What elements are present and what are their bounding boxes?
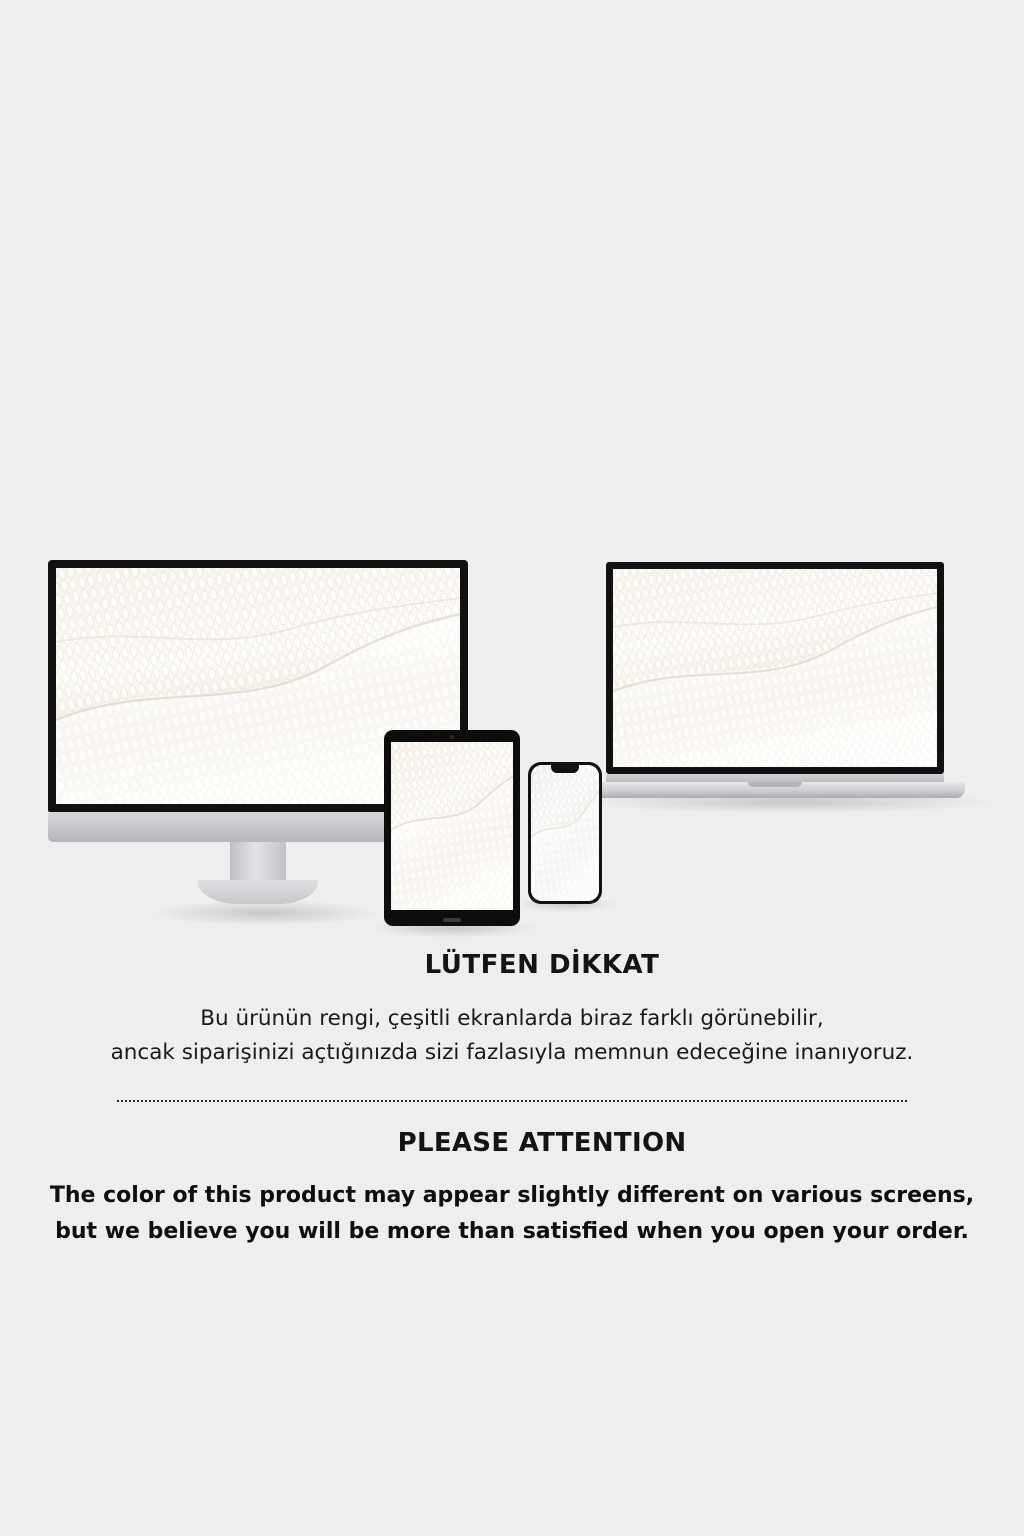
device-mockup-group — [0, 0, 1024, 400]
laptop-screen-fabric-image — [613, 569, 937, 767]
laptop-trackpad-notch — [748, 782, 802, 787]
notice-body-tr-line2: ancak siparişinizi açtığınızda sizi fazlasıyla memnun edeceğine inanıyoruz. — [110, 1040, 914, 1065]
section-divider — [117, 1100, 907, 1102]
notice-heading-en: PLEASE ATTENTION — [397, 1128, 687, 1158]
phone-screen-fabric-image — [531, 765, 599, 901]
tablet-camera-icon — [450, 735, 454, 739]
notice-block — [0, 950, 1024, 1250]
tablet-screen-fabric-image — [391, 742, 513, 910]
tablet — [384, 730, 520, 926]
monitor-stand-foot — [198, 880, 318, 904]
notice-body-en-line2: but we believe you will be more than satisfied when you open your order. — [55, 1219, 969, 1244]
phone-screen — [531, 765, 599, 901]
tablet-home-indicator — [443, 918, 461, 922]
notice-body-en-line1: The color of this product may appear slightly different on various screens, — [49, 1183, 975, 1208]
laptop-bezel — [606, 562, 944, 774]
tablet-screen — [391, 742, 513, 910]
notice-heading-tr: LÜTFEN DİKKAT — [424, 950, 660, 980]
notice-body-tr-line1: Bu ürünün rengi, çeşitli ekranlarda biraz farklı görünebilir, — [200, 1006, 824, 1031]
laptop-hinge — [606, 774, 944, 782]
notice-body-en — [22, 1178, 1002, 1250]
phone-notch — [551, 765, 579, 773]
monitor-stand-neck — [230, 842, 286, 880]
laptop — [606, 562, 944, 782]
laptop-base — [585, 782, 965, 798]
notice-body-tr — [32, 1002, 992, 1070]
smartphone — [528, 762, 602, 904]
